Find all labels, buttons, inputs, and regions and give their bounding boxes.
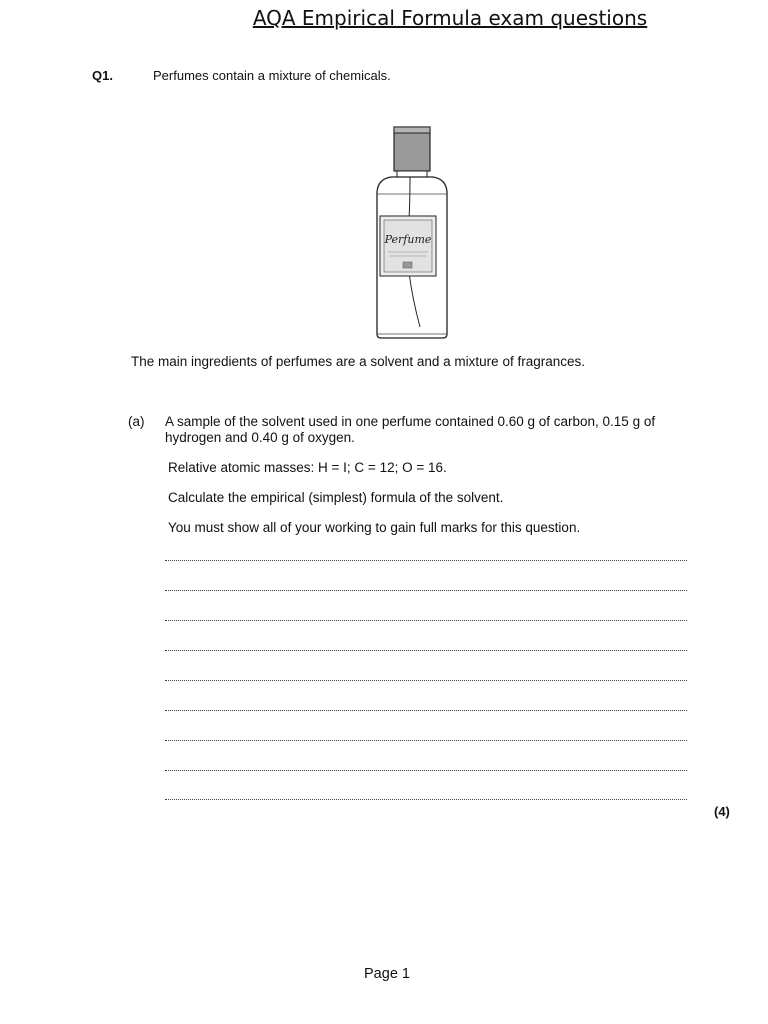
marks-label: (4): [714, 804, 730, 819]
answer-line[interactable]: [165, 770, 687, 771]
part-a-label: (a): [128, 414, 145, 429]
working-note: You must show all of your working to gain full marks for this question.: [168, 520, 581, 535]
page-title: AQA Empirical Formula exam questions: [252, 6, 648, 30]
perfume-label-text: Perfume: [384, 233, 432, 246]
answer-line[interactable]: [165, 799, 687, 800]
answer-line[interactable]: [165, 560, 687, 561]
answer-line[interactable]: [165, 650, 687, 651]
answer-line[interactable]: [165, 590, 687, 591]
question-number: Q1.: [92, 68, 113, 83]
instruction-text: Calculate the empirical (simplest) formula of the solvent.: [168, 490, 504, 505]
answer-line[interactable]: [165, 680, 687, 681]
part-a-text: A sample of the solvent used in one perfume contained 0.60 g of carbon, 0.15 g of hydrogen and 0.40 g of oxygen.: [165, 414, 656, 445]
answer-line[interactable]: [165, 710, 687, 711]
page-number: Page 1: [364, 966, 410, 982]
perfume-bottle-image: [360, 122, 464, 340]
intro-text: The main ingredients of perfumes are a solvent and a mixture of fragrances.: [131, 354, 585, 369]
relative-atomic-masses: Relative atomic masses: H = I; C = 12; O = 16.: [168, 460, 447, 475]
answer-line[interactable]: [165, 620, 687, 621]
question-text: Perfumes contain a mixture of chemicals.: [153, 68, 391, 83]
answer-line[interactable]: [165, 740, 687, 741]
